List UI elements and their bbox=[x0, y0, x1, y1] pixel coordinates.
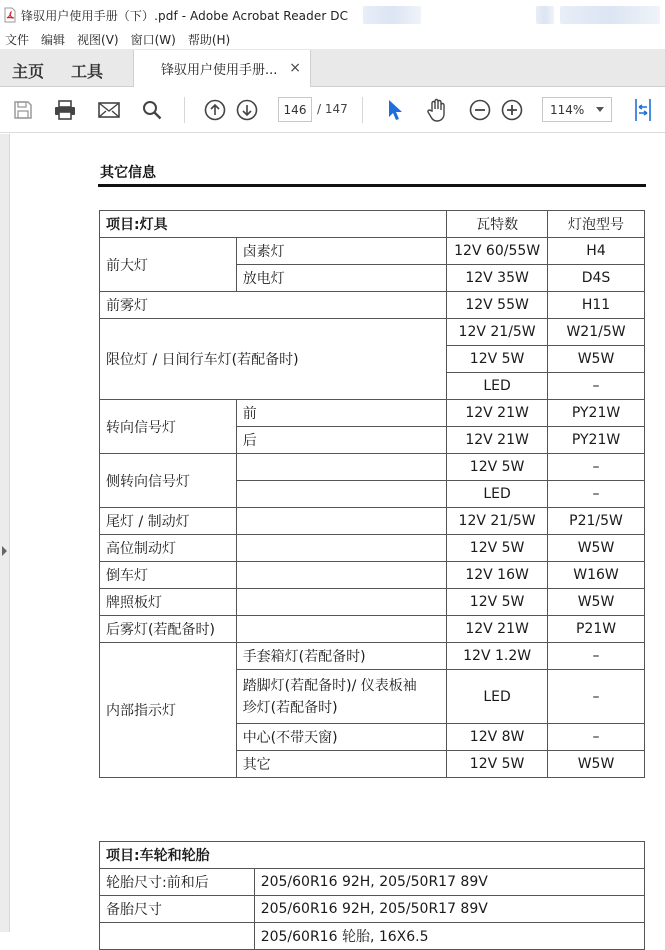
cell-bulb: P21W bbox=[548, 616, 645, 643]
cell-wattage: 12V 5W bbox=[447, 454, 548, 481]
cell-item: 倒车灯 bbox=[100, 562, 237, 589]
section-title: 其它信息 bbox=[100, 165, 156, 181]
close-icon[interactable]: × bbox=[289, 60, 301, 76]
table-row bbox=[100, 562, 645, 589]
table-row bbox=[100, 616, 645, 643]
header-wattage: 瓦特数 bbox=[447, 211, 548, 238]
page-number-input[interactable]: 146 bbox=[278, 97, 312, 122]
cell-bulb: – bbox=[548, 481, 645, 508]
header-item: 项目:灯具 bbox=[100, 211, 447, 238]
cell-item: 尾灯 / 制动灯 bbox=[100, 508, 237, 535]
table-row bbox=[100, 896, 645, 923]
cell-wattage: 12V 5W bbox=[447, 346, 548, 373]
cell-bulb: – bbox=[548, 454, 645, 481]
table-row bbox=[100, 923, 645, 950]
toolbar bbox=[0, 87, 665, 133]
tires-table bbox=[99, 841, 645, 950]
cell-wattage: LED bbox=[447, 670, 548, 724]
cell-wattage: 12V 5W bbox=[447, 535, 548, 562]
cell-bulb: W21/5W bbox=[548, 319, 645, 346]
email-icon[interactable] bbox=[97, 98, 121, 122]
zoom-in-icon[interactable] bbox=[500, 98, 524, 122]
cell-wattage: 12V 8W bbox=[447, 724, 548, 751]
document-tab-label: 锋驭用户使用手册... bbox=[161, 63, 278, 78]
cell-bulb: – bbox=[548, 724, 645, 751]
toolbar-divider bbox=[184, 97, 185, 123]
cell-bulb: W16W bbox=[548, 562, 645, 589]
document-viewport[interactable] bbox=[0, 134, 665, 945]
table-row bbox=[100, 319, 645, 346]
cell-subitem: 手套箱灯(若配备时) bbox=[236, 643, 446, 670]
cell-wattage: 12V 21W bbox=[447, 400, 548, 427]
cell-subitem: 前 bbox=[236, 400, 446, 427]
zoom-select[interactable] bbox=[542, 97, 612, 122]
cell-bulb: PY21W bbox=[548, 427, 645, 454]
table-row bbox=[100, 292, 645, 319]
menu-view[interactable]: 视图(V) bbox=[77, 33, 119, 47]
cell-subitem: 卤素灯 bbox=[236, 238, 446, 265]
fit-page-icon[interactable] bbox=[631, 98, 655, 122]
cell-bulb: H4 bbox=[548, 238, 645, 265]
save-icon[interactable] bbox=[11, 98, 35, 122]
cell-value: 205/60R16 92H, 205/50R17 89V bbox=[254, 896, 644, 923]
cell-subitem: 后 bbox=[236, 427, 446, 454]
tabs-bar bbox=[0, 50, 665, 87]
expand-pane-icon[interactable] bbox=[2, 546, 7, 556]
search-icon[interactable] bbox=[140, 98, 164, 122]
cell-subitem: 放电灯 bbox=[236, 265, 446, 292]
cell-bulb: D4S bbox=[548, 265, 645, 292]
print-icon[interactable] bbox=[53, 98, 77, 122]
select-arrow-icon[interactable] bbox=[383, 98, 407, 122]
cell-value: 205/60R16 轮胎, 16X6.5 bbox=[254, 923, 644, 950]
cell-bulb: H11 bbox=[548, 292, 645, 319]
window-title: 锋驭用户使用手册（下）.pdf - Adobe Acrobat Reader DC bbox=[21, 8, 349, 23]
table-row bbox=[100, 508, 645, 535]
cell-bulb: W5W bbox=[548, 589, 645, 616]
cell-subitem-empty bbox=[236, 562, 446, 589]
cell-wattage: 12V 1.2W bbox=[447, 643, 548, 670]
cell-wattage: 12V 21W bbox=[447, 427, 548, 454]
cell-bulb: – bbox=[548, 373, 645, 400]
cell-wattage: LED bbox=[447, 373, 548, 400]
blurred-region bbox=[560, 6, 660, 24]
cell-item: 限位灯 / 日间行车灯(若配备时) bbox=[100, 319, 447, 400]
cell-subitem-empty bbox=[236, 535, 446, 562]
cell-bulb: P21/5W bbox=[548, 508, 645, 535]
page-up-icon[interactable] bbox=[203, 98, 227, 122]
cell-bulb: PY21W bbox=[548, 400, 645, 427]
table-row bbox=[100, 238, 645, 265]
tab-home[interactable]: 主页 bbox=[12, 62, 45, 81]
cell-item: 备胎尺寸 bbox=[100, 896, 255, 923]
navigation-pane-rail[interactable] bbox=[0, 134, 10, 932]
cell-item: 轮胎尺寸:前和后 bbox=[100, 869, 255, 896]
cell-wattage: 12V 5W bbox=[447, 589, 548, 616]
cell-subitem-empty bbox=[236, 508, 446, 535]
cell-wattage: 12V 21/5W bbox=[447, 508, 548, 535]
menu-edit[interactable]: 编辑 bbox=[41, 33, 66, 47]
cell-item: 前雾灯 bbox=[100, 292, 447, 319]
cell-subitem bbox=[236, 670, 446, 724]
cell-subitem: 中心(不带天窗) bbox=[236, 724, 446, 751]
hand-tool-icon[interactable] bbox=[425, 98, 449, 122]
table-row bbox=[100, 643, 645, 670]
cell-wattage: 12V 21W bbox=[447, 616, 548, 643]
tab-tools[interactable]: 工具 bbox=[71, 62, 104, 81]
table-row bbox=[100, 535, 645, 562]
blurred-region bbox=[536, 6, 554, 24]
table-header-row bbox=[100, 842, 645, 869]
cell-bulb: W5W bbox=[548, 751, 645, 778]
cell-subitem-empty bbox=[236, 589, 446, 616]
cell-subitem-line: 珍灯(若配备时) bbox=[242, 699, 338, 716]
cell-wattage: 12V 16W bbox=[447, 562, 548, 589]
cell-bulb: – bbox=[548, 670, 645, 724]
zoom-out-icon[interactable] bbox=[468, 98, 492, 122]
menu-file[interactable]: 文件 bbox=[5, 33, 30, 47]
page-total: / 147 bbox=[317, 102, 348, 116]
cell-item: 高位制动灯 bbox=[100, 535, 237, 562]
header-item: 项目:车轮和轮胎 bbox=[100, 842, 645, 869]
title-bar bbox=[0, 0, 665, 30]
lamps-table bbox=[99, 210, 645, 778]
cell-wattage: 12V 55W bbox=[447, 292, 548, 319]
cell-value: 205/60R16 92H, 205/50R17 89V bbox=[254, 869, 644, 896]
cell-item: 转向信号灯 bbox=[100, 400, 237, 454]
cell-item: 牌照板灯 bbox=[100, 589, 237, 616]
chevron-down-icon bbox=[596, 107, 604, 112]
cell-wattage: 12V 60/55W bbox=[447, 238, 548, 265]
cell-item: 后雾灯(若配备时) bbox=[100, 616, 237, 643]
section-divider bbox=[98, 184, 646, 187]
cell-item: 前大灯 bbox=[100, 238, 237, 292]
cell-subitem-line: 踏脚灯(若配备时)/ 仪表板袖 bbox=[242, 677, 417, 694]
cell-subitem-empty bbox=[236, 454, 446, 481]
toolbar-divider bbox=[362, 97, 363, 123]
cell-wattage: 12V 5W bbox=[447, 751, 548, 778]
header-bulb-type: 灯泡型号 bbox=[548, 211, 645, 238]
zoom-value: 114% bbox=[550, 102, 585, 117]
table-header-row bbox=[100, 211, 645, 238]
cell-subitem-empty bbox=[236, 616, 446, 643]
cell-bulb: – bbox=[548, 643, 645, 670]
table-row bbox=[100, 869, 645, 896]
cell-wattage: 12V 35W bbox=[447, 265, 548, 292]
menu-bar bbox=[0, 30, 665, 50]
table-row bbox=[100, 400, 645, 427]
cell-wattage: 12V 21/5W bbox=[447, 319, 548, 346]
cell-bulb: W5W bbox=[548, 346, 645, 373]
cell-subitem-empty bbox=[236, 481, 446, 508]
menu-help[interactable]: 帮助(H) bbox=[187, 33, 231, 47]
menu-window[interactable]: 窗口(W) bbox=[130, 33, 176, 47]
cell-item: 侧转向信号灯 bbox=[100, 454, 237, 508]
cell-subitem: 其它 bbox=[236, 751, 446, 778]
table-row bbox=[100, 589, 645, 616]
cell-item: 内部指示灯 bbox=[100, 643, 237, 778]
tab-document[interactable] bbox=[133, 50, 311, 87]
cell-item bbox=[100, 923, 255, 950]
acrobat-pdf-icon bbox=[3, 7, 17, 23]
cell-bulb: W5W bbox=[548, 535, 645, 562]
table-row bbox=[100, 454, 645, 481]
blurred-region bbox=[363, 6, 421, 24]
cell-wattage: LED bbox=[447, 481, 548, 508]
page-down-icon[interactable] bbox=[235, 98, 259, 122]
